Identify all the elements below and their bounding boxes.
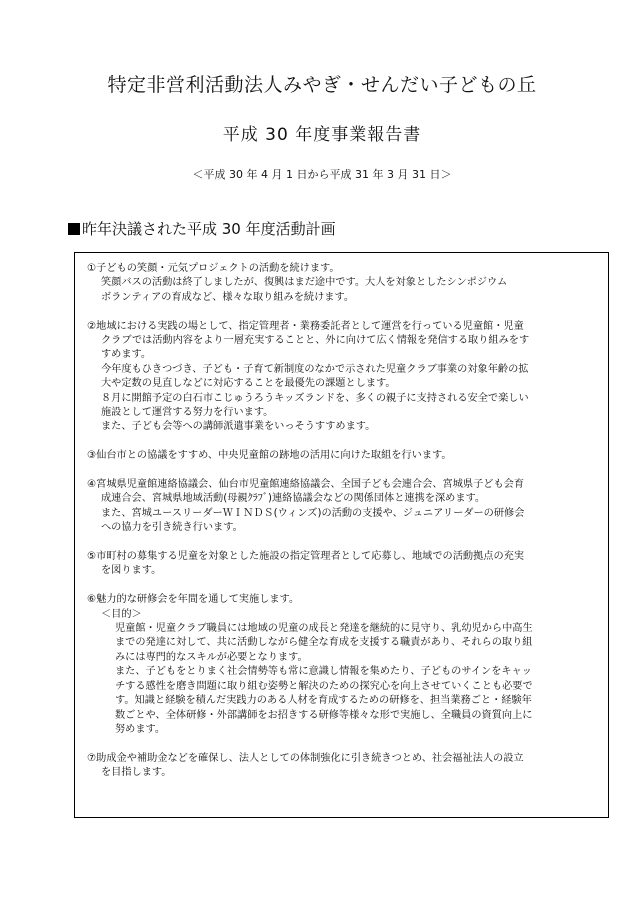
plan-item-sub-line: 数ごとや、全体研修・外部講師をお招きする研修等様々な形で実施し、全職員の資質向上に <box>115 709 533 721</box>
plan-item-line: また、宮城ユースリーダーＷＩＮＤＳ(ウィンズ)の活動の支援や、ジュニアリーダーの研修会 <box>101 507 525 519</box>
plan-item <box>87 320 600 435</box>
organization-name: 特定非営利活動法人みやぎ・せんだい子どもの丘 <box>107 74 537 96</box>
plan-item-sub-line: 児童館・児童クラブ職員には地域の児童の成長と発達を継続的に見守り、乳幼児から中高生 <box>115 623 533 635</box>
plan-item-line: 笑顔バスの活動は終了しましたが、復興はまだ途中です。大人を対象としたシンポジウム <box>101 277 508 289</box>
plan-item-line: 施設として運営する努力を行います。 <box>101 407 274 419</box>
plan-item-heading: ④宮城県児童館連絡協議会、仙台市児童館連絡協議会、全国子ども会連合会、宮城県子ども会育 <box>87 479 525 491</box>
plan-item-heading: ①子どもの笑顔・元気プロジェクトの活動を続けます。 <box>87 263 340 274</box>
report-title: 平成 30 年度事業報告書 <box>222 125 422 145</box>
plan-item-sub-line: までの発達に対して、共に活動しながら健全な育成を支援する職責があり、それらの取り組 <box>115 637 533 649</box>
plan-item-line: を図ります。 <box>101 565 162 577</box>
plan-item-sub-line: チする感性を磨き問題に取り組む姿勢と解決のための探究心を向上させていくことも必要で <box>115 680 533 692</box>
activity-plan-list <box>87 262 600 795</box>
plan-item <box>87 262 600 305</box>
plan-item-line: ボランティアの育成など、様々な取り組みを続けます。 <box>101 291 355 303</box>
plan-item-line: 今年度もひきつづき、子ども・子育て新制度のなかで示された児童クラブ事業の対象年齢の拡 <box>101 363 529 375</box>
plan-item-line: への協力を引き続き行います。 <box>101 522 243 534</box>
plan-item <box>87 593 600 737</box>
plan-item-heading: ③仙台市との協議をすすめ、中央児童館の跡地の活用に向けた取組を行います。 <box>87 450 452 462</box>
plan-item-sub-line: また、子どもをとりまく社会情勢等も常に意識し情報を集めたり、子どものサインをキャッ <box>115 666 532 678</box>
plan-item <box>87 752 600 781</box>
plan-item-sub-line: す。知識と経験を積んだ実践力のある人材を育成するための研修を、担当業務ごと・経験年 <box>115 695 532 707</box>
plan-item-line: クラブでは活動内容をより一層充実することと、外に向けて広く情報を発信する取り組みをす <box>101 335 530 347</box>
section-heading-text: 昨年決議された平成 30 年度活動計画 <box>82 220 336 238</box>
plan-item-sub-line: 努めます。 <box>115 723 166 735</box>
plan-item <box>87 550 600 579</box>
plan-item-line: 大や定数の見直しなどに対応することを最優先の課題とします。 <box>101 378 396 390</box>
plan-item-line: ８月に開館予定の白石市こじゅうろうキッズランドを、多くの親子に支持される安全で楽しい <box>101 392 529 404</box>
plan-item-heading: ⑤市町村の募集する児童を対象とした施設の指定管理者として応募し、地域での活動拠点の充実 <box>87 551 525 563</box>
activity-plan-box <box>74 252 609 818</box>
black-square-bullet-icon <box>68 223 80 235</box>
plan-item-sub-line: みには専門的なスキルが必要となります。 <box>115 651 308 663</box>
plan-item <box>87 449 600 463</box>
plan-item-sub-label: ＜目的＞ <box>101 608 142 620</box>
report-period: ＜平成 30 年 4 月 1 日から平成 31 年 3 月 31 日＞ <box>192 168 452 181</box>
plan-item-heading: ⑦助成金や補助金などを確保し、法人としての体制強化に引き続きつとめ、社会福祉法人の設立 <box>87 752 524 764</box>
plan-item-line: を目指します。 <box>101 767 172 779</box>
plan-item-line: すめます。 <box>101 349 152 361</box>
plan-item-line: また、子ども会等への講師派遣事業をいっそうすすめます。 <box>101 421 376 433</box>
plan-item <box>87 478 600 536</box>
plan-item-heading: ⑥魅力的な研修会を年間を通して実施します。 <box>87 594 300 606</box>
plan-item-line: 成連合会、宮城県地域活動(母親ｸﾗﾌﾞ)連絡協議会などの関係団体と連携を深めます。 <box>101 493 486 505</box>
section-heading <box>68 218 336 239</box>
plan-item-heading: ②地域における実践の場として、指定管理者・業務委託者として運営を行っている児童館・児童 <box>87 320 524 332</box>
